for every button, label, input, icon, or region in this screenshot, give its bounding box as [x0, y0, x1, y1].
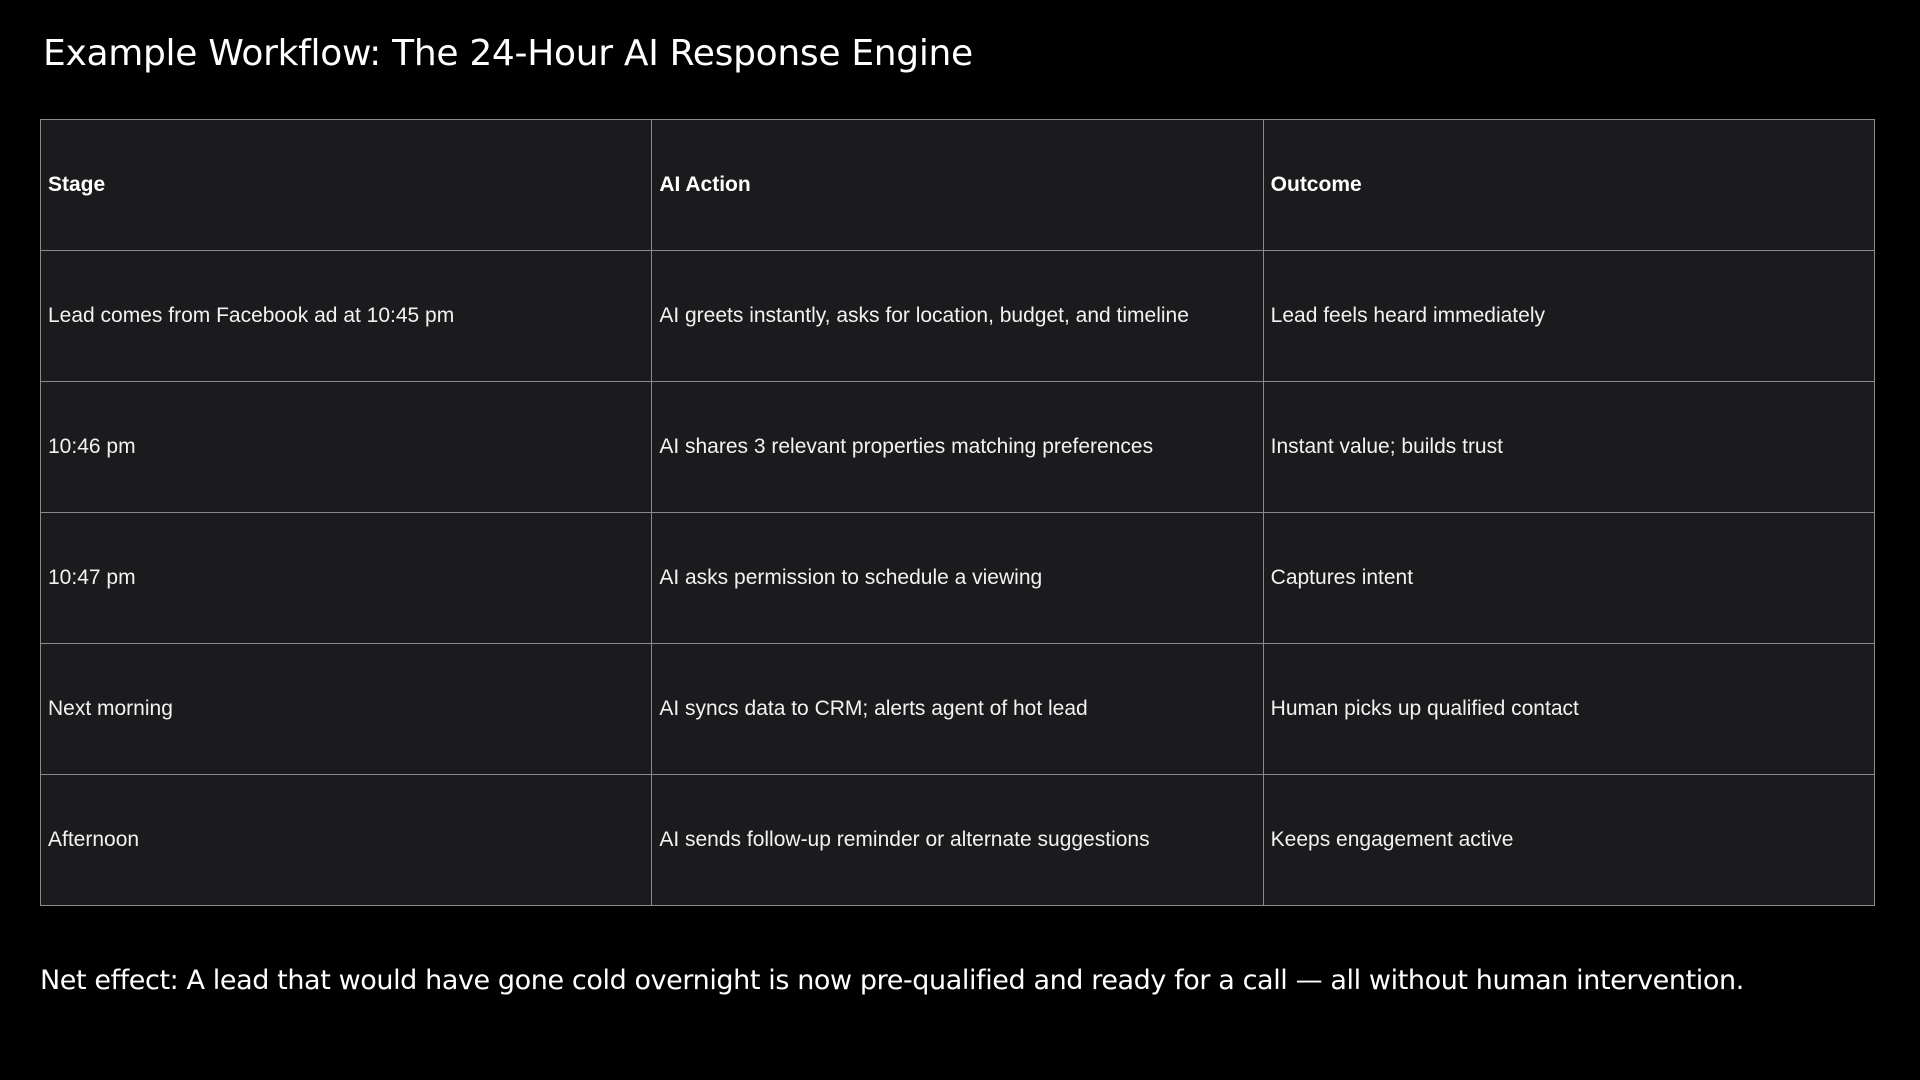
outcome-cell: Captures intent — [1263, 513, 1874, 644]
ai-action-cell: AI greets instantly, asks for location, budget, and timeline — [652, 251, 1263, 382]
stage-cell: Afternoon — [41, 775, 652, 906]
ai-action-cell: AI sends follow-up reminder or alternate suggestions — [652, 775, 1263, 906]
table-header-row — [41, 120, 1875, 251]
outcome-cell: Keeps engagement active — [1263, 775, 1874, 906]
table-row — [41, 775, 1875, 906]
page-title: Example Workflow: The 24-Hour AI Response Engine — [43, 33, 973, 74]
net-effect-summary: Net effect: A lead that would have gone cold overnight is now pre-qualified and ready for a call — all without human intervention. — [40, 965, 1744, 996]
stage-cell: Next morning — [41, 644, 652, 775]
workflow-table — [40, 119, 1875, 906]
table-row — [41, 644, 1875, 775]
column-header-ai-action: AI Action — [652, 120, 1263, 251]
ai-action-cell: AI asks permission to schedule a viewing — [652, 513, 1263, 644]
stage-cell: Lead comes from Facebook ad at 10:45 pm — [41, 251, 652, 382]
ai-action-cell: AI shares 3 relevant properties matching preferences — [652, 382, 1263, 513]
column-header-outcome: Outcome — [1263, 120, 1874, 251]
stage-cell: 10:47 pm — [41, 513, 652, 644]
outcome-cell: Instant value; builds trust — [1263, 382, 1874, 513]
column-header-stage: Stage — [41, 120, 652, 251]
ai-action-cell: AI syncs data to CRM; alerts agent of hot lead — [652, 644, 1263, 775]
table-row — [41, 513, 1875, 644]
table-row — [41, 251, 1875, 382]
outcome-cell: Human picks up qualified contact — [1263, 644, 1874, 775]
outcome-cell: Lead feels heard immediately — [1263, 251, 1874, 382]
table-row — [41, 382, 1875, 513]
stage-cell: 10:46 pm — [41, 382, 652, 513]
